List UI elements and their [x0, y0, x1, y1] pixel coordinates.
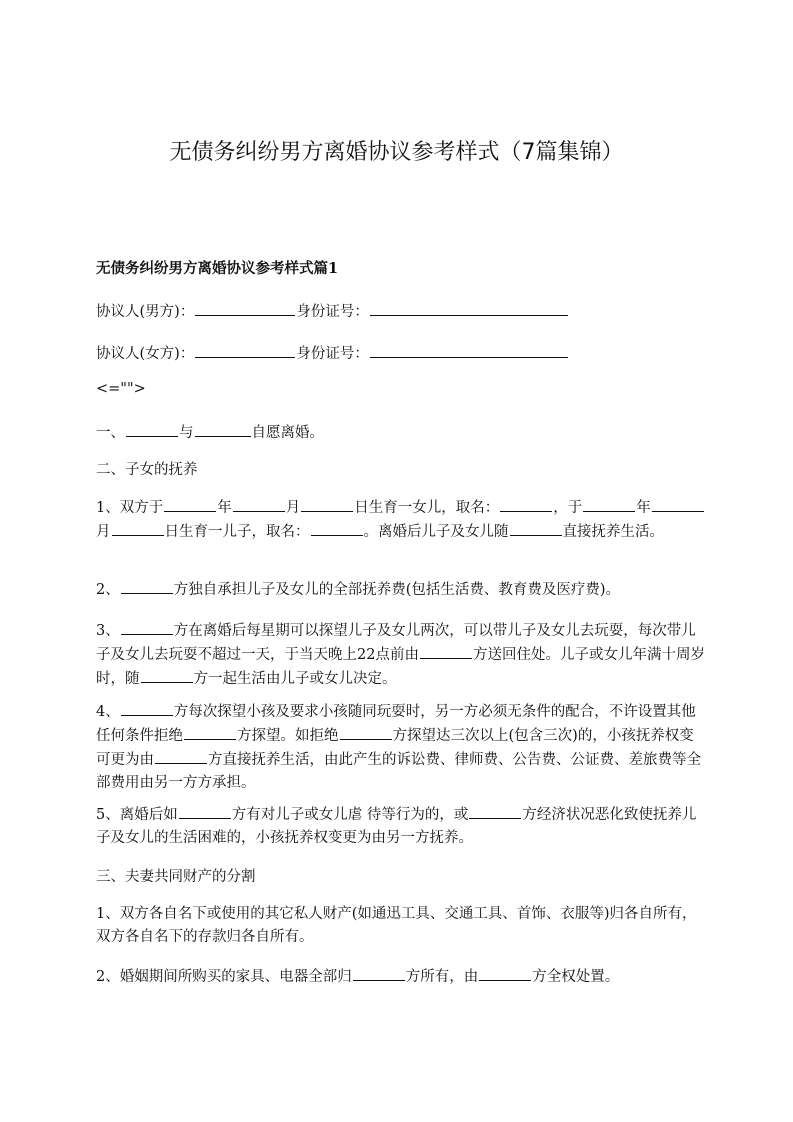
- text: 方所有，由: [405, 969, 479, 985]
- blank-field: [195, 300, 295, 316]
- blank-field: [311, 520, 363, 536]
- text: 一、: [96, 425, 125, 441]
- text: 方探望达三次以上(包含三次)的，小孩抚养权变可更为由: [96, 728, 694, 768]
- text: 1、双方于: [96, 500, 164, 516]
- id-label: 身份证号：: [296, 346, 369, 362]
- text: 方一起生活由儿子或女儿决定。: [193, 671, 397, 687]
- blank-field: [652, 496, 704, 512]
- text: 日生育一女儿，取名：: [354, 500, 500, 516]
- clause-2-2: [96, 578, 706, 602]
- blank-field: [353, 965, 405, 981]
- blank-field: [112, 520, 164, 536]
- blank-field: [301, 496, 353, 512]
- clause-2-4: [96, 700, 706, 795]
- text: 方全权处置。: [532, 969, 620, 985]
- blank-field: [500, 496, 552, 512]
- text: 5、离婚后如: [96, 807, 178, 823]
- text: 2、婚姻期间所购买的家具、电器全部归: [96, 969, 352, 985]
- party-female-line: [96, 342, 706, 366]
- blank-field: [195, 421, 251, 437]
- heading-property-division: 三、夫妻共同财产的分割: [96, 869, 256, 885]
- blank-field: [121, 578, 173, 594]
- document-title: 无债务纠纷男方离婚协议参考样式（7篇集锦）: [169, 140, 624, 165]
- text: 方在离婚后每星期可以探望儿子及女儿两次，可以带儿子及女儿去玩耍，每次带儿子及女儿去玩耍不超过一天，于当天晚上22点前由: [96, 623, 696, 663]
- text: ，于: [553, 500, 583, 516]
- clause-2-3: [96, 619, 706, 691]
- blank-field: [164, 496, 216, 512]
- text: 与: [179, 425, 194, 441]
- text: 自愿离婚。: [251, 425, 324, 441]
- text: 年: [217, 500, 232, 516]
- text: 月: [96, 524, 111, 540]
- heading-child-custody: 二、子女的抚养: [96, 462, 198, 478]
- text: 方经济状况恶化致使抚养儿子及女儿的生活困难的，小孩抚养权变更为由另一方抚养。: [96, 807, 697, 846]
- clause-1: [96, 421, 706, 445]
- blank-field: [420, 643, 472, 659]
- text: 直接抚养生活。: [562, 524, 664, 540]
- blank-field: [370, 300, 568, 316]
- text: 方每次探望小孩及要求小孩随同玩耍时，另一方必须无条件的配合，不许设置其他任何条件拒绝: [96, 704, 696, 744]
- blank-field: [121, 619, 173, 635]
- blank-field: [583, 496, 635, 512]
- clause-2-1: [96, 496, 706, 544]
- text: 方独自承担儿子及女儿的全部抚养费(包括生活费、教育费及医疗费)。: [173, 582, 621, 598]
- blank-field: [340, 724, 392, 740]
- blank-field: [510, 520, 562, 536]
- text: 2、: [96, 582, 120, 598]
- text: 方直接抚养生活，由此产生的诉讼费、律师费、公告费、公证费、差旅费等全部费用由另一方方承担。: [96, 752, 701, 791]
- blank-field: [121, 700, 173, 716]
- blank-field: [155, 748, 207, 764]
- text: 日生育一儿子，取名：: [164, 524, 310, 540]
- blank-field: [233, 496, 285, 512]
- party-male-line: [96, 300, 706, 324]
- text: 年: [636, 500, 651, 516]
- blank-field: [479, 965, 531, 981]
- blank-field: [184, 724, 236, 740]
- text: 4、: [96, 704, 120, 720]
- section-title: 无债务纠纷男方离婚协议参考样式篇1: [96, 260, 339, 277]
- clause-3-1: 1、双方各自名下或使用的其它私人财产(如通迅工具、交通工具、首饰、衣服等)归各自所有，双方各自名下的存款归各自所有。: [96, 906, 697, 945]
- blank-field: [370, 342, 568, 358]
- party-female-label: 协议人(女方)：: [96, 346, 195, 362]
- clause-3-2: [96, 965, 706, 989]
- blank-field: [195, 342, 295, 358]
- blank-field: [179, 803, 231, 819]
- text: 3、: [96, 623, 120, 639]
- text: 月: [285, 500, 301, 516]
- party-male-label: 协议人(男方)：: [96, 304, 195, 320]
- odd-text: <="">: [96, 381, 146, 397]
- blank-field: [469, 803, 521, 819]
- blank-field: [141, 667, 193, 683]
- text: 。离婚后儿子及女儿随: [363, 524, 509, 540]
- text: 方有对儿子或女儿虐 待等行为的，或: [231, 807, 469, 823]
- text: 方探望。如拒绝: [237, 728, 339, 744]
- blank-field: [126, 421, 178, 437]
- id-label: 身份证号：: [296, 304, 369, 320]
- text: 方送回住处。儿子或女儿年满十周岁时，随: [96, 647, 705, 687]
- clause-2-5: [96, 803, 706, 850]
